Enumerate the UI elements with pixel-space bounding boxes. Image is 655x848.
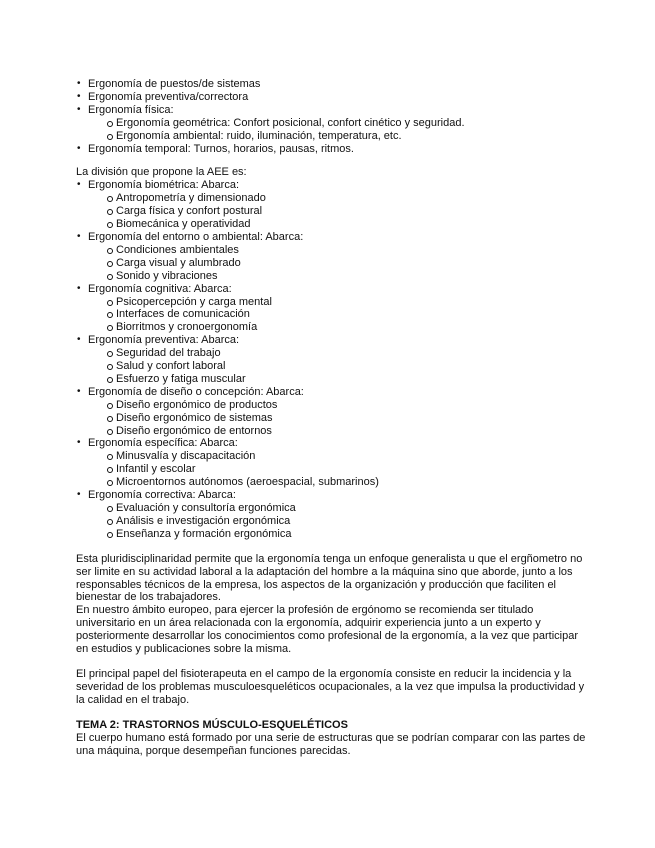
sub-list-item: Condiciones ambientales [105, 244, 586, 257]
list-item: • Ergonomía temporal: Turnos, horarios, pausas, ritmos. [76, 143, 586, 156]
list-item: • Ergonomía de puestos/de sistemas [76, 78, 586, 91]
sub-list-item: Esfuerzo y fatiga muscular [105, 373, 586, 386]
sub-list [88, 502, 586, 541]
list-item: • Ergonomía biométrica: Abarca: Antropometría y dimensionado Carga física y confort postural Biomecánica y operatividad [76, 179, 586, 231]
paragraph-physiotherapist-role: El principal papel del fisioterapeuta en el campo de la ergonomía consiste en reducir la incidencia y la severidad de los problemas musculoesqueléticos ocupacionales, a la vez que impulsa la productividad y la calidad en el trabajo. [76, 667, 585, 706]
list-item: • Ergonomía preventiva/correctora [76, 91, 586, 104]
section-heading: TEMA 2: TRASTORNOS MÚSCULO-ESQUELÉTICOS [76, 718, 348, 731]
sub-list-item: Diseño ergonómico de productos [105, 399, 586, 412]
sub-list-item: Psicopercepción y carga mental [105, 296, 586, 309]
aee-intro: La división que propone la AEE es: [76, 166, 247, 179]
aee-division-list [76, 179, 586, 540]
list-item: • Ergonomía de diseño o concepción: Abarca: Diseño ergonómico de productos Diseño ergonómico de sistemas Diseño ergonómico de entornos [76, 386, 586, 438]
list-item: • Ergonomía correctiva: Abarca: Evaluación y consultoría ergonómica Análisis e investigación ergonómica Enseñanza y formación ergonómica [76, 489, 586, 541]
sub-list [88, 347, 586, 386]
sub-list-item: Salud y confort laboral [105, 360, 586, 373]
sub-list-item: Sonido y vibraciones [105, 270, 586, 283]
sub-list [88, 450, 586, 489]
sub-list-item: Infantil y escolar [105, 463, 586, 476]
list-item: • Ergonomía del entorno o ambiental: Abarca: Condiciones ambientales Carga visual y alumbrado Sonido y vibraciones [76, 231, 586, 283]
sub-list-item: Carga visual y alumbrado [105, 257, 586, 270]
list-item: • Ergonomía específica: Abarca: Minusvalía y discapacitación Infantil y escolar Microentornos autónomos (aeroespacial, submarinos) [76, 437, 586, 489]
list-item: • Ergonomía cognitiva: Abarca: Psicopercepción y carga mental Interfaces de comunicación Biorritmos y cronoergonomía [76, 283, 586, 335]
sub-list-item: Diseño ergonómico de sistemas [105, 412, 586, 425]
sub-list-item: Análisis e investigación ergonómica [105, 515, 586, 528]
document-page [76, 78, 586, 757]
list-item: • Ergonomía preventiva: Abarca: Seguridad del trabajo Salud y confort laboral Esfuerzo y fatiga muscular [76, 334, 586, 386]
sub-list-item: Ergonomía geométrica: Confort posicional, confort cinético y seguridad. [105, 117, 586, 130]
paragraph-european-scope: En nuestro ámbito europeo, para ejercer la profesión de ergónomo se recomienda ser titulado universitario en un área relacionada con la ergonomía, adquirir experiencia junto a un experto y posteriormente desarrollar los conocimientos como profesional de la ergonomía, a la vez que participar en estudios y publicaciones sobre la misma. [76, 604, 578, 656]
sub-list [88, 399, 586, 438]
paragraph-tema2-intro: El cuerpo humano está formado por una serie de estructuras que se podrían comparar con las partes de una máquina, porque desempeñan funciones parecidas. [76, 731, 586, 757]
sub-list-item: Microentornos autónomos (aeroespacial, submarinos) [105, 476, 586, 489]
ergonomy-types-list [76, 78, 586, 155]
paragraph-pluridisciplinarity: Esta pluridisciplinaridad permite que la ergonomía tenga un enfoque generalista u que el ergñometro no ser limite en su actividad laboral a la adaptación del hombre a la máquina sino que aborde, junto a los responsables técnicos de la empresa, los aspectos de la organización y producción que faciliten el bienestar de los trabajadores. [76, 552, 583, 604]
sub-list-item: Interfaces de comunicación [105, 308, 586, 321]
sub-list-item: Minusvalía y discapacitación [105, 450, 586, 463]
sub-list-item: Ergonomía ambiental: ruido, iluminación, temperatura, etc. [105, 130, 586, 143]
sub-list-item: Enseñanza y formación ergonómica [105, 528, 586, 541]
sub-list-item: Carga física y confort postural [105, 205, 586, 218]
sub-list [88, 296, 586, 335]
sub-list-item: Biomecánica y operatividad [105, 218, 586, 231]
sub-list-item: Evaluación y consultoría ergonómica [105, 502, 586, 515]
list-item: • Ergonomía física: Ergonomía geométrica: Confort posicional, confort cinético y seguridad. Ergonomía ambiental: ruido, iluminación, temperatura, etc. [76, 104, 586, 143]
sub-list-item: Diseño ergonómico de entornos [105, 425, 586, 438]
sub-list-item: Seguridad del trabajo [105, 347, 586, 360]
sub-list-item: Biorritmos y cronoergonomía [105, 321, 586, 334]
sub-list [88, 117, 586, 143]
sub-list-item: Antropometría y dimensionado [105, 192, 586, 205]
sub-list [88, 244, 586, 283]
sub-list [88, 192, 586, 231]
